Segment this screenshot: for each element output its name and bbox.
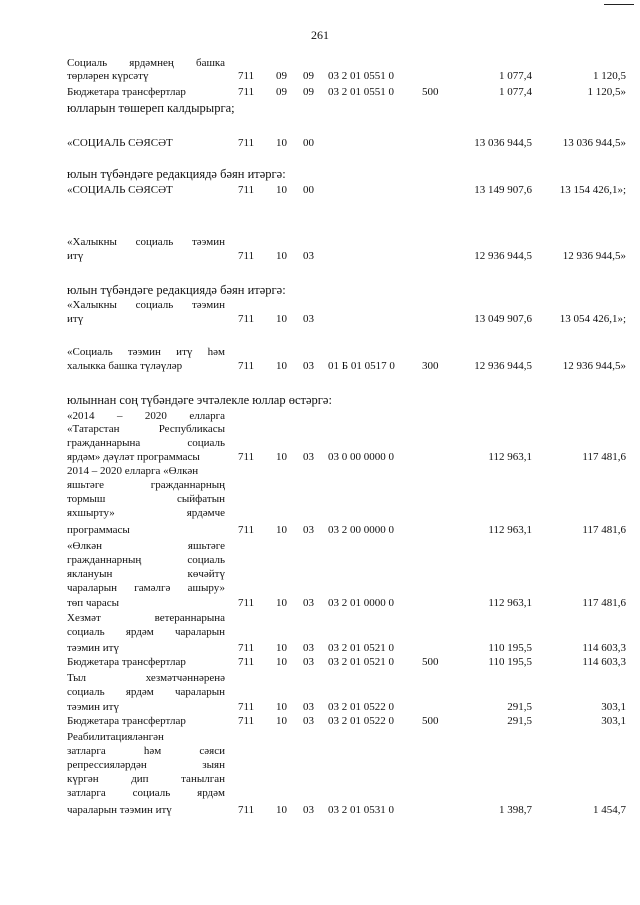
amount-2015: 13 149 907,6 [474, 184, 532, 196]
target-article-code: 03 2 01 0551 0 [328, 70, 394, 82]
target-article-code: 03 2 01 0522 0 [328, 715, 394, 727]
row-name-line: итү [67, 250, 84, 262]
subsection-code: 03 [303, 451, 314, 463]
corner-rule [604, 4, 634, 5]
ministry-code: 711 [238, 137, 255, 149]
table-row [0, 86, 640, 102]
amount-2016: 303,1 [601, 715, 626, 727]
row-name-line: программасы [67, 524, 130, 536]
subsection-code: 03 [303, 804, 314, 816]
target-article-code: 03 2 01 0000 0 [328, 597, 394, 609]
amount-2016: 13 154 426,1»; [559, 184, 626, 196]
row-name-line: яклануын көчәйтү [67, 568, 225, 580]
section-code: 10 [276, 250, 287, 262]
section-code: 10 [276, 701, 287, 713]
ministry-code: 711 [238, 701, 255, 713]
amount-2015: 12 936 944,5 [474, 250, 532, 262]
row-name-line: «Социаль тәэмин итү һәм [67, 346, 225, 358]
subsection-code: 03 [303, 656, 314, 668]
table-row [0, 184, 640, 200]
expense-type-code: 500 [422, 715, 439, 727]
amount-2015: 291,5 [507, 701, 532, 713]
expense-type-code: 300 [422, 360, 439, 372]
target-article-code: 03 0 00 0000 0 [328, 451, 394, 463]
row-name-line: чараларын тәэмин итү [67, 804, 172, 816]
table-row [0, 313, 640, 329]
table-row [0, 524, 640, 540]
subsection-code: 03 [303, 642, 314, 654]
section-code: 10 [276, 804, 287, 816]
target-article-code: 03 2 01 0551 0 [328, 86, 394, 98]
amount-2016: 114 603,3 [582, 656, 626, 668]
amount-2016: 117 481,6 [582, 597, 626, 609]
amount-2016: 117 481,6 [582, 451, 626, 463]
amount-2016: 1 120,5 [593, 70, 626, 82]
ministry-code: 711 [238, 804, 255, 816]
ministry-code: 711 [238, 597, 255, 609]
amount-2015: 112 963,1 [488, 597, 532, 609]
ministry-code: 711 [238, 250, 255, 262]
ministry-code: 711 [238, 360, 255, 372]
amount-2015: 12 936 944,5 [474, 360, 532, 372]
row-name-line: тәэмин итү [67, 642, 119, 654]
table-row [0, 715, 640, 731]
row-name-line: халыкка башка түләүләр [67, 360, 183, 372]
row-name-line: «Халыкны социаль тәэмин [67, 299, 225, 311]
row-name: «СОЦИАЛЬ СӘЯСӘТ [67, 137, 173, 149]
section-code: 10 [276, 184, 287, 196]
section-code: 10 [276, 451, 287, 463]
instruction-text: юлын түбәндәге редакциядә бәян итәргә: [67, 167, 286, 181]
section-code: 10 [276, 137, 287, 149]
amount-2015: 291,5 [507, 715, 532, 727]
row-name-line: Социаль ярдәмнең башка [67, 57, 225, 69]
section-code: 09 [276, 86, 287, 98]
row-name-line: Бюджетара трансфертлар [67, 715, 186, 727]
section-code: 10 [276, 656, 287, 668]
section-code: 10 [276, 524, 287, 536]
subsection-code: 03 [303, 597, 314, 609]
row-name-line: Бюджетара трансфертлар [67, 656, 186, 668]
row-name-line: тәэмин итү [67, 701, 119, 713]
row-name-line: затларга социаль ярдәм [67, 787, 225, 799]
row-name-line: төрләрен күрсәтү [67, 70, 149, 82]
row-name-line: Тыл хезмәтчәннәренә [67, 672, 225, 684]
amount-2016: 114 603,3 [582, 642, 626, 654]
target-article-code: 03 2 01 0522 0 [328, 701, 394, 713]
ministry-code: 711 [238, 86, 255, 98]
amount-2015: 112 963,1 [488, 524, 532, 536]
row-name-line: «Халыкны социаль тәэмин [67, 236, 225, 248]
row-name-line: социаль ярдәм чараларын [67, 686, 225, 698]
row-name-line: затларга һәм сәяси [67, 745, 225, 757]
section-code: 10 [276, 360, 287, 372]
row-name-line: ярдәм» дәүләт программасы [67, 451, 200, 463]
amount-2016: 13 036 944,5» [562, 137, 626, 149]
instruction-text: юлларын төшереп калдырырга; [67, 101, 235, 115]
target-article-code: 03 2 01 0531 0 [328, 804, 394, 816]
row-name-line: күргән дип танылган [67, 773, 225, 785]
subsection-code: 03 [303, 715, 314, 727]
subsection-code: 00 [303, 184, 314, 196]
instruction-text: юлыннан соң түбәндәге эчтәлекле юллар өстәргә: [67, 393, 332, 407]
row-name: «СОЦИАЛЬ СӘЯСӘТ [67, 184, 173, 196]
ministry-code: 711 [238, 184, 255, 196]
section-code: 10 [276, 313, 287, 325]
subsection-code: 09 [303, 86, 314, 98]
amount-2016: 117 481,6 [582, 524, 626, 536]
row-name-line: Хезмәт ветераннарына [67, 612, 225, 624]
expense-type-code: 500 [422, 656, 439, 668]
amount-2015: 1 077,4 [499, 70, 532, 82]
ministry-code: 711 [238, 715, 255, 727]
subsection-code: 00 [303, 137, 314, 149]
amount-2015: 1 077,4 [499, 86, 532, 98]
amount-2015: 110 195,5 [488, 656, 532, 668]
amount-2015: 110 195,5 [488, 642, 532, 654]
ministry-code: 711 [238, 451, 255, 463]
row-name-line: 2014 – 2020 елларга «Өлкән [67, 465, 199, 477]
subsection-code: 03 [303, 313, 314, 325]
ministry-code: 711 [238, 642, 255, 654]
section-code: 09 [276, 70, 287, 82]
row-name-line: чараларын гамәлгә ашыру» [67, 582, 225, 594]
row-name-line: итү [67, 313, 84, 325]
amount-2016: 1 454,7 [593, 804, 626, 816]
row-name-line: төп чарасы [67, 597, 120, 609]
table-row [0, 804, 640, 820]
target-article-code: 03 2 01 0521 0 [328, 642, 394, 654]
row-name-line: Реабилитацияләнгән [67, 731, 164, 743]
subsection-code: 09 [303, 70, 314, 82]
target-article-code: 03 2 00 0000 0 [328, 524, 394, 536]
amount-2016: 13 054 426,1»; [559, 313, 626, 325]
ministry-code: 711 [238, 313, 255, 325]
amount-2015: 13 049 907,6 [474, 313, 532, 325]
subsection-code: 03 [303, 250, 314, 262]
row-name-line: яхшырту» ярдәмче [67, 507, 225, 519]
row-name-line: «2014 – 2020 елларга [67, 410, 225, 422]
table-row [0, 250, 640, 266]
amount-2015: 112 963,1 [488, 451, 532, 463]
row-name-line: «Өлкән яшьтәге [67, 540, 225, 552]
amount-2016: 1 120,5» [587, 86, 626, 98]
target-article-code: 01 Б 01 0517 0 [328, 360, 395, 372]
row-name-line: «Татарстан Республикасы [67, 423, 225, 435]
amount-2016: 303,1 [601, 701, 626, 713]
section-code: 10 [276, 597, 287, 609]
ministry-code: 711 [238, 656, 255, 668]
page-number: 261 [311, 28, 329, 42]
section-code: 10 [276, 715, 287, 727]
table-row [0, 70, 640, 86]
section-code: 10 [276, 642, 287, 654]
subsection-code: 03 [303, 701, 314, 713]
row-name-line: Бюджетара трансфертлар [67, 86, 186, 98]
target-article-code: 03 2 01 0521 0 [328, 656, 394, 668]
amount-2016: 12 936 944,5» [562, 360, 626, 372]
ministry-code: 711 [238, 70, 255, 82]
instruction-text: юлын түбәндәге редакциядә бәян итәргә: [67, 283, 286, 297]
row-name-line: социаль ярдәм чараларын [67, 626, 225, 638]
ministry-code: 711 [238, 524, 255, 536]
subsection-code: 03 [303, 360, 314, 372]
table-row [0, 137, 640, 153]
row-name-line: тормыш сыйфатын [67, 493, 225, 505]
subsection-code: 03 [303, 524, 314, 536]
row-name-line: гражданнарына социаль [67, 437, 225, 449]
table-row [0, 656, 640, 672]
table-row [0, 360, 640, 376]
row-name-line: репрессияләрдән зыян [67, 759, 225, 771]
amount-2015: 13 036 944,5 [474, 137, 532, 149]
row-name-line: гражданнарның социаль [67, 554, 225, 566]
expense-type-code: 500 [422, 86, 439, 98]
amount-2015: 1 398,7 [499, 804, 532, 816]
amount-2016: 12 936 944,5» [562, 250, 626, 262]
table-row [0, 597, 640, 613]
row-name-line: яшьтәге гражданнарның [67, 479, 225, 491]
